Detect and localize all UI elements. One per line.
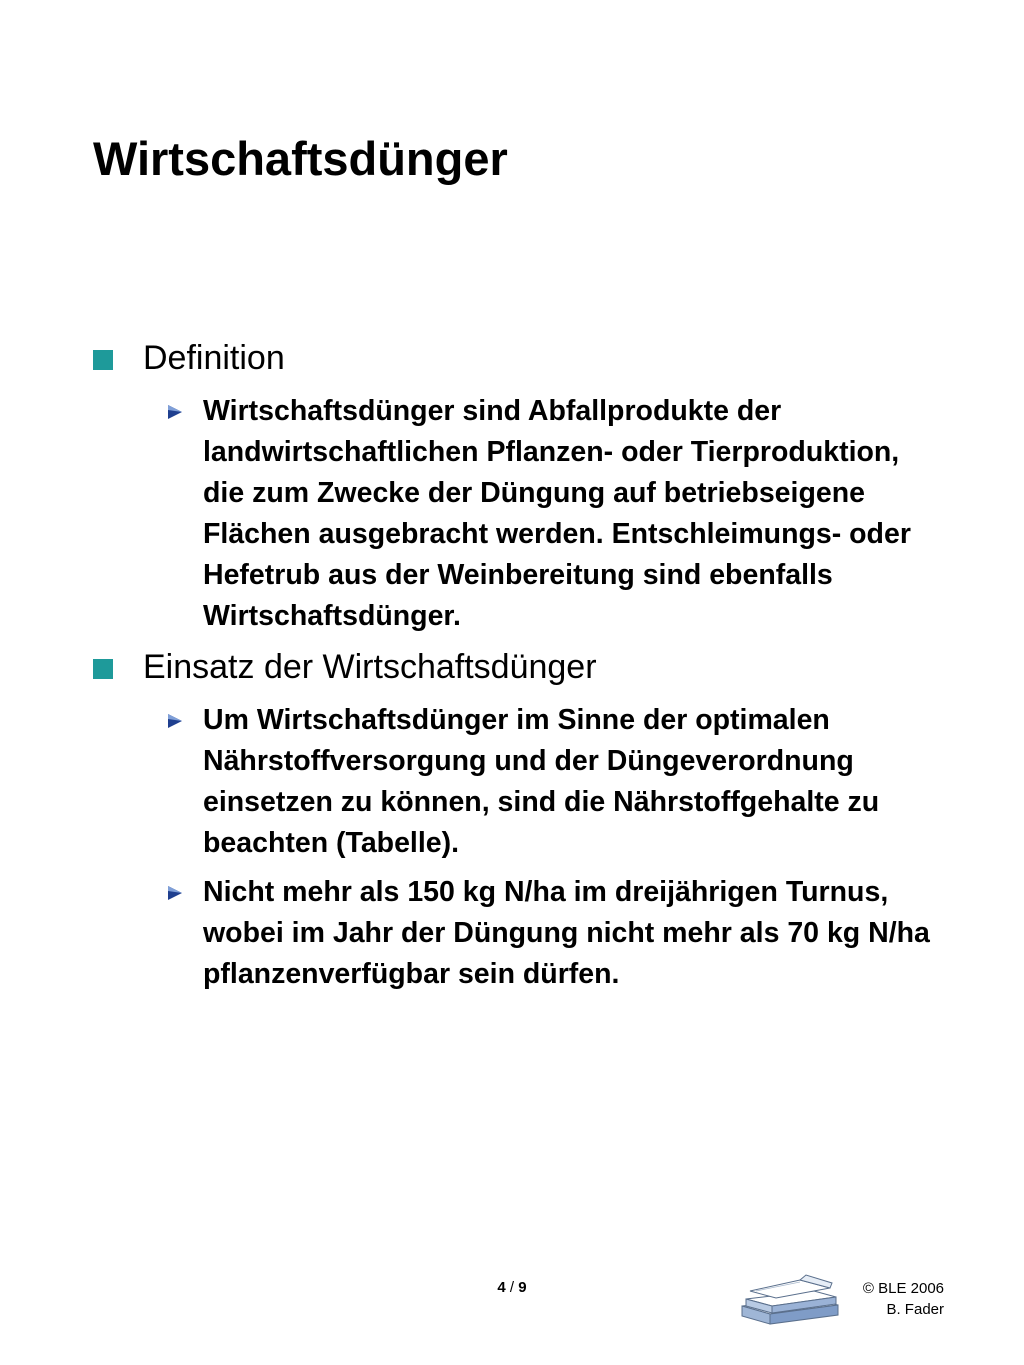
list-item	[93, 872, 943, 995]
slide-content	[93, 338, 943, 1005]
section-heading-label: Definition	[143, 339, 285, 377]
teal-square-bullet-icon	[93, 659, 113, 679]
slide-title: Wirtschaftsdünger	[93, 132, 508, 185]
blue-triangle-bullet-icon	[167, 404, 183, 420]
footer-credit	[863, 1278, 944, 1320]
list-item-text: Wirtschaftsdünger sind Abfallprodukte der landwirtschaftlichen Pflanzen- oder Tierproduktion, die zum Zwecke der Düngung auf betriebseigene Flächen ausgebracht werden. Entschleimungs- oder Hefetrub aus der Weinbereitung sind ebenfalls Wirtschaftsdünger.	[203, 395, 911, 632]
list-item-text: Um Wirtschaftsdünger im Sinne der optimalen Nährstoffversorgung und der Düngeverordnung einsetzen zu können, sind die Nährstoffgehalte zu beachten (Tabelle).	[203, 704, 880, 859]
list-item	[93, 391, 943, 637]
definition-items	[93, 391, 943, 637]
list-item	[93, 700, 943, 864]
blue-triangle-bullet-icon	[167, 713, 183, 729]
teal-square-bullet-icon	[93, 350, 113, 370]
page-total: 9	[518, 1279, 527, 1296]
section-heading-label: Einsatz der Wirtschaftsdünger	[143, 648, 597, 686]
page-separator: /	[509, 1279, 515, 1296]
blue-triangle-bullet-icon	[167, 885, 183, 901]
page-current: 4	[497, 1279, 506, 1296]
einsatz-items	[93, 700, 943, 995]
list-item-text: Nicht mehr als 150 kg N/ha im dreijährigen Turnus, wobei im Jahr der Düngung nicht mehr als 70 kg N/ha pflanzenverfügbar sein dürfen.	[203, 876, 930, 990]
paper-stack-icon	[740, 1272, 840, 1330]
copyright-text: © BLE 2006	[862, 1280, 944, 1297]
author-text: B. Fader	[886, 1301, 944, 1318]
section-heading-definition	[93, 338, 943, 379]
section-heading-einsatz	[93, 647, 943, 688]
